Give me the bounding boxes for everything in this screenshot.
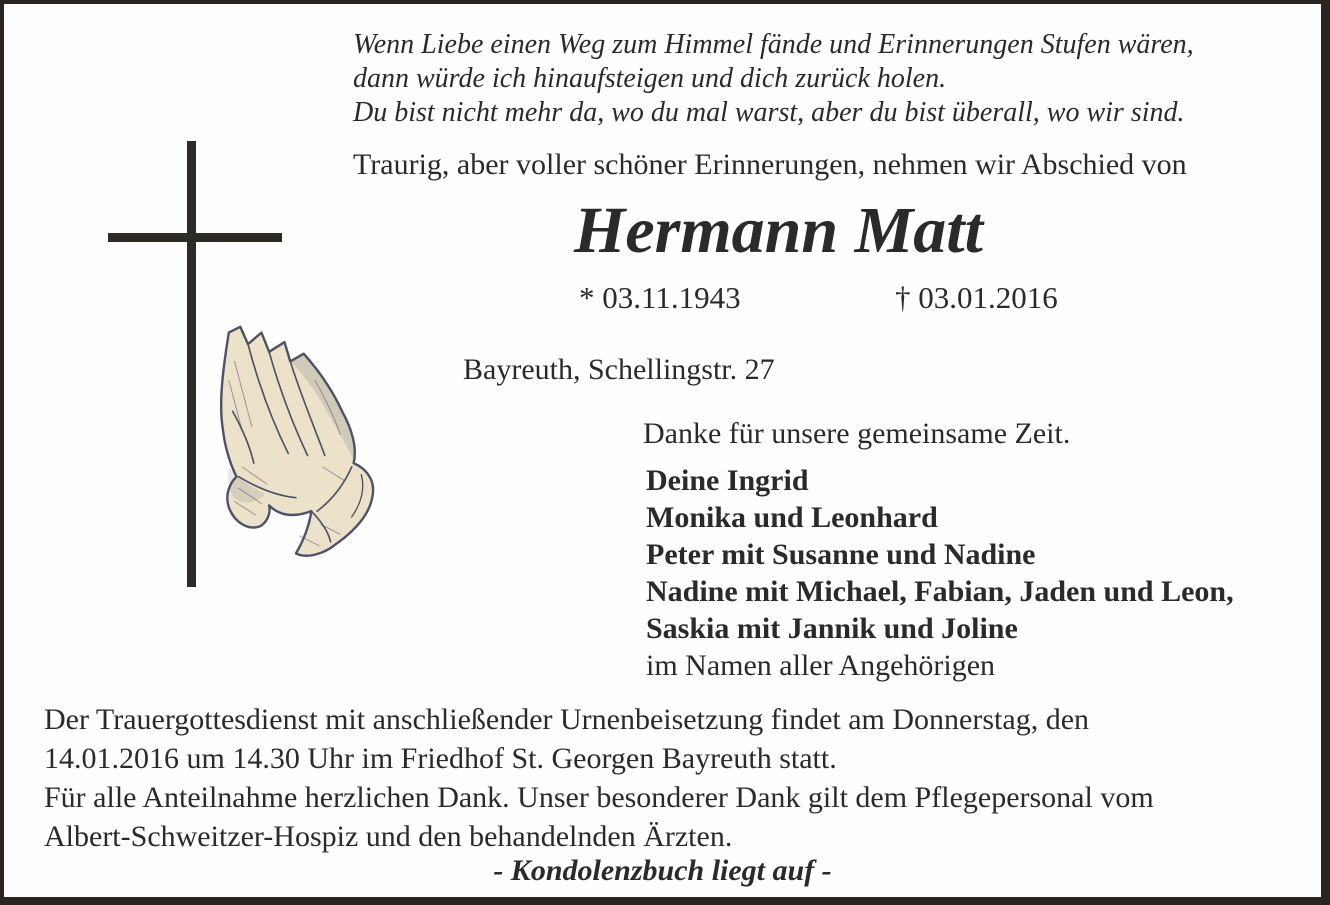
mourner-line: Deine Ingrid	[646, 464, 809, 497]
death-date: † 03.01.2016	[895, 280, 1058, 315]
announcement-line-4: Albert-Schweitzer-Hospiz und den behandelnden Ärzten.	[44, 820, 733, 853]
condolence-note: - Kondolenzbuch liegt auf -	[493, 854, 832, 887]
deceased-name: Hermann Matt	[574, 194, 983, 267]
announcement-line-3: Für alle Anteilnahme herzlichen Dank. Unser besonderer Dank gilt dem Pflegepersonal vom	[44, 781, 1154, 814]
announcement-line-1: Der Trauergottesdienst mit anschließender Urnenbeisetzung findet am Donnerstag, den	[44, 703, 1090, 736]
birth-date: * 03.11.1943	[579, 280, 741, 315]
poem-line-1: Wenn Liebe einen Weg zum Himmel fände und Erinnerungen Stufen wären,	[353, 29, 1194, 60]
mourners-list	[646, 462, 1234, 684]
mourner-line: Peter mit Susanne und Nadine	[646, 538, 1036, 571]
gratitude-line: Danke für unsere gemeinsame Zeit.	[643, 417, 1071, 450]
address-line: Bayreuth, Schellingstr. 27	[463, 353, 775, 386]
service-announcement	[44, 700, 1154, 856]
cross-vertical-bar	[187, 141, 196, 587]
memorial-poem	[353, 28, 1194, 130]
mourner-line: Saskia mit Jannik und Joline	[646, 612, 1018, 645]
intro-line: Traurig, aber voller schöner Erinnerungen, nehmen wir Abschied von	[353, 148, 1187, 181]
mourner-line: Monika und Leonhard	[646, 501, 938, 534]
cross-horizontal-bar	[108, 233, 282, 242]
announcement-line-2: 14.01.2016 um 14.30 Uhr im Friedhof St. Georgen Bayreuth statt.	[44, 742, 837, 775]
poem-line-2: dann würde ich hinaufsteigen und dich zurück holen.	[353, 63, 947, 94]
poem-line-3: Du bist nicht mehr da, wo du mal warst, aber du bist überall, wo wir sind.	[353, 97, 1185, 128]
mourners-note: im Namen aller Angehörigen	[646, 649, 996, 682]
mourner-line: Nadine mit Michael, Fabian, Jaden und Leon,	[646, 575, 1234, 608]
praying-hands-image	[200, 318, 392, 568]
